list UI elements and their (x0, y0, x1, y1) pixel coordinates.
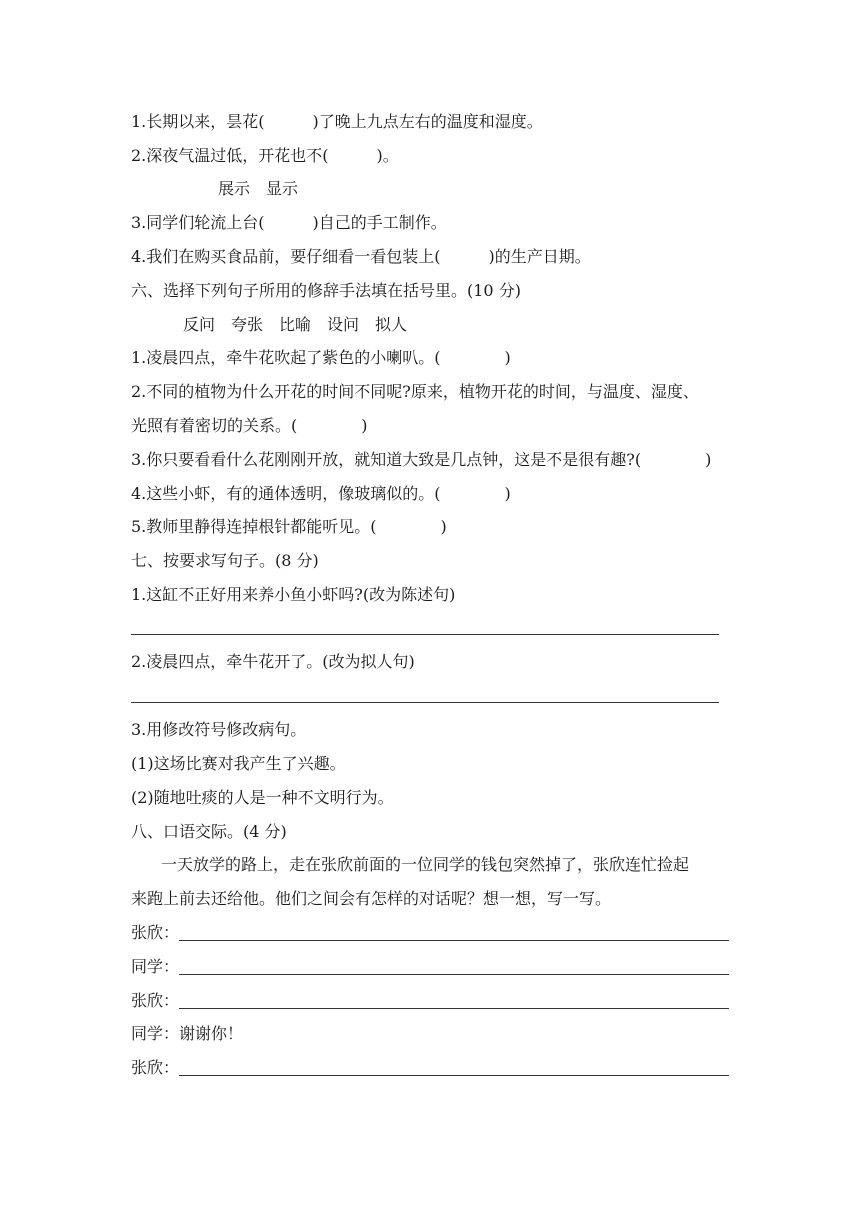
question-text: 3.你只要看看什么花刚刚开放，就知道大致是几点钟，这是不是很有趣?( ) (131, 450, 712, 469)
answer-line[interactable] (131, 702, 719, 703)
answer-line[interactable] (179, 1075, 729, 1076)
question-text: 1.凌晨四点，牵牛花吹起了紫色的小喇叭。( ) (131, 348, 511, 367)
dialogue-label: 同学： (131, 957, 180, 976)
question-text: 2.不同的植物为什么开花的时间不同呢?原来，植物开花的时间，与温度、湿度、 (131, 382, 699, 401)
question-text: 2.深夜气温过低，开花也不( )。 (131, 146, 399, 165)
question-text: 4.我们在购买食品前，要仔细看一看包装上( )的生产日期。 (131, 247, 591, 266)
paragraph-line: 来跑上前去还给他。他们之间会有怎样的对话呢？想一想，写一写。 (131, 889, 612, 908)
section-heading: 六、选择下列句子所用的修辞手法填在括号里。(10 分) (131, 281, 521, 300)
word-bank: 展示 显示 (218, 179, 299, 198)
dialogue-label: 张欣： (131, 923, 180, 942)
paragraph-line: 一天放学的路上，走在张欣前面的一位同学的钱包突然掉了，张欣连忙捡起 (161, 855, 690, 874)
answer-line[interactable] (179, 974, 729, 975)
question-text: 1.这缸不正好用来养小鱼小虾吗?(改为陈述句) (131, 585, 456, 604)
dialogue-label: 张欣： (131, 1058, 180, 1077)
question-text: 4.这些小虾，有的通体透明，像玻璃似的。( ) (131, 484, 511, 503)
question-text: 光照有着密切的关系。( ) (131, 416, 368, 435)
answer-line[interactable] (179, 940, 729, 941)
question-text: 3.用修改符号修改病句。 (131, 720, 307, 739)
question-text: 2.凌晨四点，牵牛花开了。(改为拟人句) (131, 652, 415, 671)
word-bank: 反问 夸张 比喻 设问 拟人 (183, 315, 408, 334)
question-text: 5.教师里静得连掉根针都能听见。( ) (131, 517, 447, 536)
section-heading: 八、口语交际。(4 分) (131, 822, 287, 841)
question-text: (1)这场比赛对我产生了兴趣。 (131, 754, 346, 773)
dialogue-label: 张欣： (131, 991, 180, 1010)
question-text: 3.同学们轮流上台( )自己的手工制作。 (131, 213, 447, 232)
dialogue-line: 同学：谢谢你！ (131, 1024, 244, 1043)
answer-line[interactable] (179, 1008, 729, 1009)
answer-line[interactable] (131, 634, 719, 635)
question-text: 1.长期以来，昙花( )了晚上九点左右的温度和湿度。 (131, 112, 543, 131)
question-text: (2)随地吐痰的人是一种不文明行为。 (131, 788, 394, 807)
section-heading: 七、按要求写句子。(8 分) (131, 551, 319, 570)
